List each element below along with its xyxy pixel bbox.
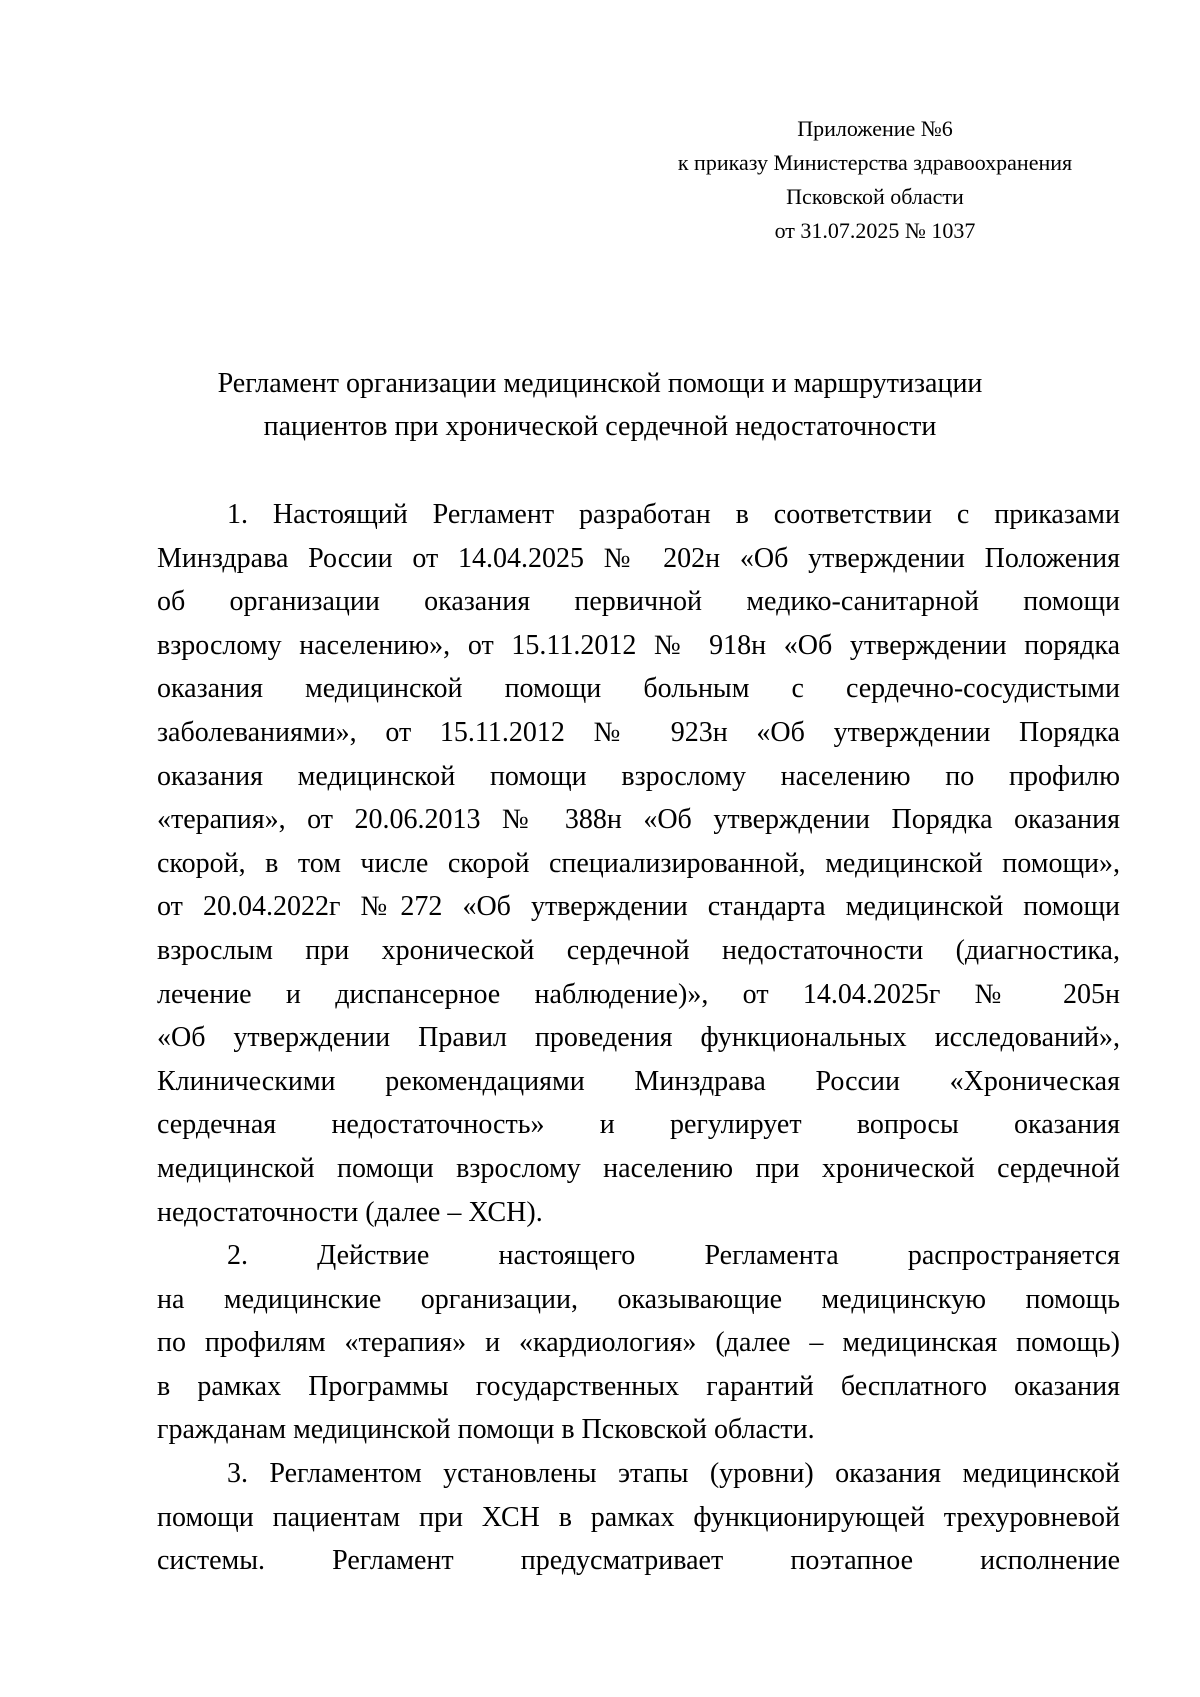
paragraph-1-line: заболеваниями», от 15.11.2012 № 923н «Об утверждении Порядка — [157, 716, 1120, 748]
paragraph-2-line: по профилям «терапия» и «кардиология» (далее – медицинская помощь) — [157, 1327, 1120, 1359]
appendix-header — [560, 112, 1190, 248]
appendix-order-ref: к приказу Министерства здравоохранения — [677, 150, 1073, 175]
paragraph-1-line: медицинской помощи взрослому населению при хронической сердечной — [157, 1152, 1120, 1184]
paragraph-3-line: 3. Регламентом установлены этапы (уровни) оказания медицинской — [227, 1458, 1120, 1490]
paragraph-1-line: 1. Настоящий Регламент разработан в соответствии с приказами — [227, 499, 1120, 530]
paragraph-2-line: в рамках Программы государственных гарантий бесплатного оказания — [157, 1370, 1120, 1402]
paragraph-1-line: Клиническими рекомендациями Минздрава России «Хроническая — [157, 1065, 1120, 1097]
paragraph-1-line: об организации оказания первичной медико-санитарной помощи — [157, 586, 1120, 618]
paragraph-2-line: на медицинские организации, оказывающие медицинскую помощь — [157, 1283, 1120, 1315]
appendix-region: Псковской области — [786, 184, 964, 209]
paragraph-1-line: «Об утверждении Правил проведения функциональных исследований», — [157, 1022, 1120, 1054]
paragraph-3-line: помощи пациентам при ХСН в рамках функционирующей трехуровневой — [157, 1501, 1120, 1533]
paragraph-1-line: «терапия», от 20.06.2013 № 388н «Об утверждении Порядка оказания — [157, 804, 1120, 836]
paragraph-1-line: сердечная недостаточность» и регулирует вопросы оказания — [157, 1109, 1120, 1141]
appendix-date-number: от 31.07.2025 № 1037 — [774, 218, 976, 243]
title-line-2: пациентов при хронической сердечной недостаточности — [263, 411, 937, 442]
paragraph-1-line: недостаточности (далее – ХСН). — [157, 1196, 543, 1228]
document-title — [130, 362, 1070, 448]
paragraph-1-line: оказания медицинской помощи больным с сердечно-сосудистыми — [157, 673, 1120, 705]
paragraph-1-line: взрослым при хронической сердечной недостаточности (диагностика, — [157, 934, 1120, 966]
document-body — [157, 493, 1120, 1583]
paragraph-1-line: взрослому населению», от 15.11.2012 № 918н «Об утверждении порядка — [157, 629, 1120, 661]
paragraph-1-line: скорой, в том числе скорой специализированной, медицинской помощи», — [157, 847, 1120, 879]
paragraph-2-line: гражданам медицинской помощи в Псковской области. — [157, 1414, 815, 1446]
appendix-number: Приложение №6 — [797, 116, 953, 141]
paragraph-1-line: лечение и диспансерное наблюдение)», от 14.04.2025г № 205н — [157, 978, 1120, 1010]
paragraph-1-line: от 20.04.2022г №272 «Об утверждении стандарта медицинской помощи — [157, 891, 1120, 923]
paragraph-3-line: системы. Регламент предусматривает поэтапное исполнение — [157, 1545, 1120, 1577]
paragraph-2-line: 2. Действие настоящего Регламента распространяется — [227, 1240, 1120, 1272]
title-line-1: Регламент организации медицинской помощи и маршрутизации — [217, 368, 983, 399]
paragraph-1-line: Минздрава России от 14.04.2025 № 202н «Об утверждении Положения — [157, 542, 1120, 574]
paragraph-1-line: оказания медицинской помощи взрослому населению по профилю — [157, 760, 1120, 792]
